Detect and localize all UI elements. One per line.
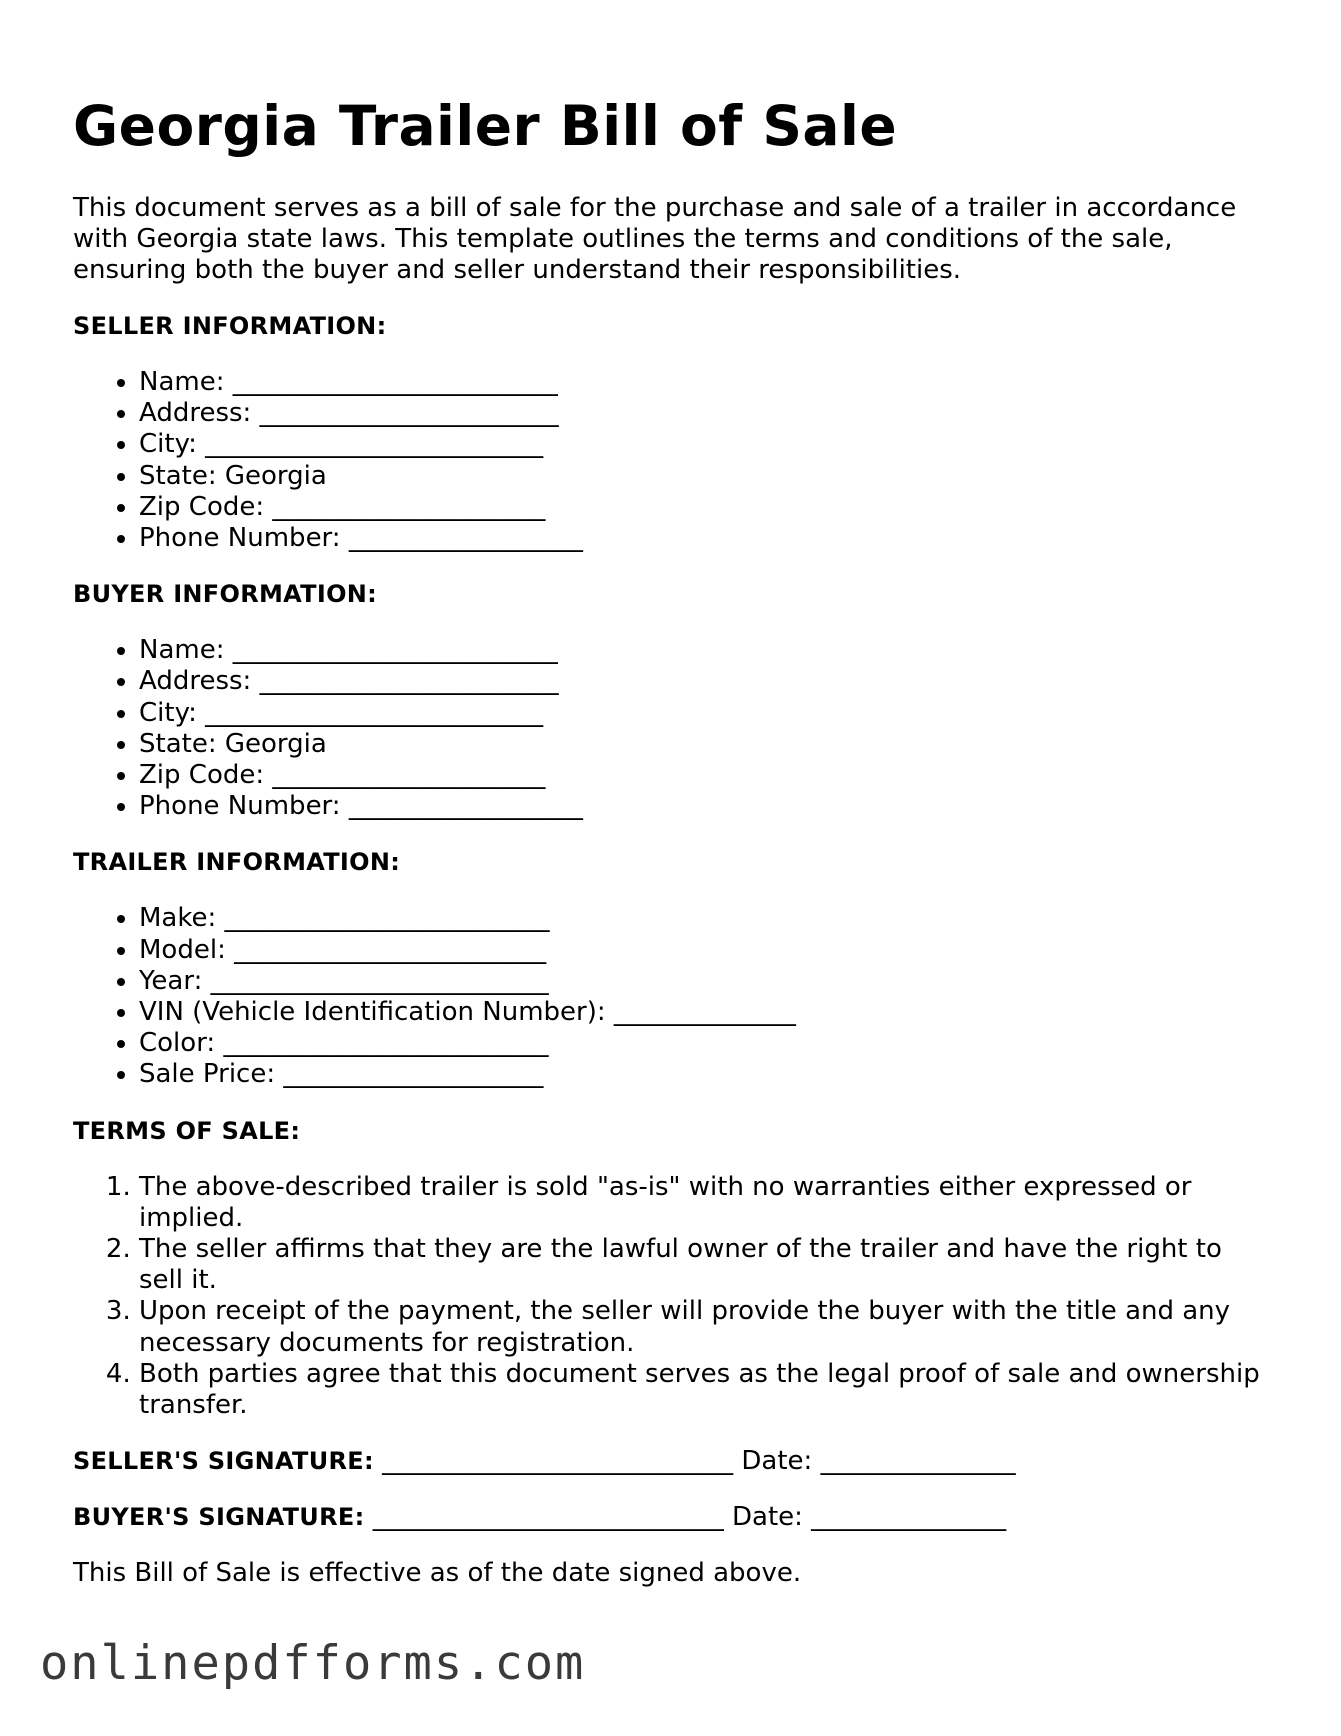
buyer-signature-label: BUYER'S SIGNATURE: [73,1503,365,1532]
term-item: 2. The seller affirms that they are the lawful owner of the trailer and have the right to sell it. [139,1234,1273,1296]
seller-state-field: • State: Georgia [139,461,1273,492]
buyer-zip-field: • Zip Code: _____________________ [139,760,1273,791]
trailer-fields [73,903,1273,1090]
trailer-model-field: • Model: ________________________ [139,935,1273,966]
seller-signature-label: SELLER'S SIGNATURE: [73,1447,374,1476]
seller-zip-field: • Zip Code: _____________________ [139,492,1273,523]
terms-heading: TERMS OF SALE: [73,1116,301,1145]
trailer-price-field: • Sale Price: ____________________ [139,1059,1273,1090]
trailer-heading: TRAILER INFORMATION: [73,848,401,877]
page-title: Georgia Trailer Bill of Sale [73,94,898,158]
buyer-name-field: • Name: _________________________ [139,635,1273,666]
seller-address-field: • Address: _______________________ [139,398,1273,429]
trailer-year-field: • Year: __________________________ [139,966,1273,997]
buyer-state-field: • State: Georgia [139,729,1273,760]
seller-signature-line [73,1446,1273,1477]
trailer-make-field: • Make: _________________________ [139,903,1273,934]
watermark: onlinepdfforms.com [40,1636,586,1691]
term-item: 1. The above-described trailer is sold "as-is" with no warranties either expressed or implied. [139,1172,1273,1234]
term-item: 3. Upon receipt of the payment, the seller will provide the buyer with the title and any necessary documents for registration. [139,1296,1273,1358]
buyer-signature-blanks: ___________________________ Date: _______________ [364,1502,1007,1533]
trailer-vin-field: • VIN (Vehicle Identification Number): ______________ [139,997,1273,1028]
seller-heading: SELLER INFORMATION: [73,312,387,340]
seller-city-field: • City: __________________________ [139,429,1273,460]
buyer-city-field: • City: __________________________ [139,698,1273,729]
trailer-color-field: • Color: _________________________ [139,1028,1273,1059]
term-item: 4. Both parties agree that this document serves as the legal proof of sale and ownership transfer. [139,1359,1273,1421]
buyer-phone-field: • Phone Number: __________________ [139,791,1273,822]
buyer-fields [73,635,1273,822]
buyer-signature-line [73,1502,1273,1533]
document-page [73,88,1273,1615]
seller-fields [73,367,1273,554]
terms-list [73,1172,1273,1422]
seller-phone-field: • Phone Number: __________________ [139,523,1273,554]
buyer-address-field: • Address: _______________________ [139,666,1273,697]
seller-signature-blanks: ___________________________ Date: _______________ [373,1446,1016,1477]
buyer-heading: BUYER INFORMATION: [73,580,378,609]
closing-statement: This Bill of Sale is effective as of the date signed above. [73,1558,802,1589]
intro-paragraph: This document serves as a bill of sale for the purchase and sale of a trailer in accordance with Georgia state laws. This template outlines the terms and conditions of the sale, ensuring both the buyer and seller understand their responsibilities. [73,193,1237,285]
seller-name-field: • Name: _________________________ [139,367,1273,398]
